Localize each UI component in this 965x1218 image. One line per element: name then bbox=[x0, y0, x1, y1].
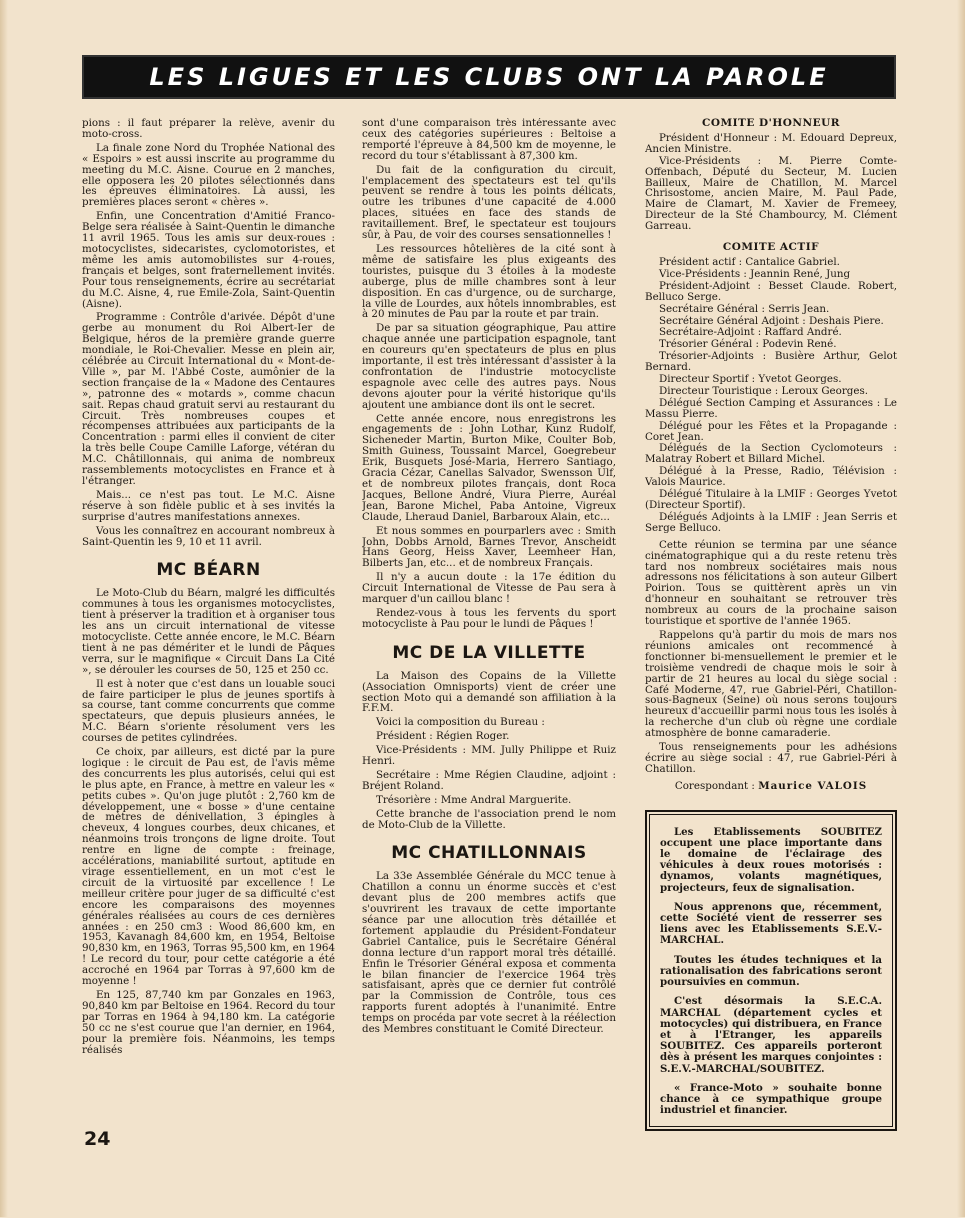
paragraph: Les ressources hôtelières de la cité sont à même de satisfaire les plus exigeants des touristes, puisque du 3 étoiles à la modeste auberge, plus de mille chambres sont à leur disposition. En cas d'urgence, ou de surcharge, la ville de Lourdes, aux hôtels innombrables, est à 20 minutes de Pau par la route et par train. bbox=[362, 242, 616, 321]
paragraph: Président-Adjoint : Besset Claude. Robert, Belluco Serge. bbox=[645, 279, 897, 303]
paragraph: Du fait de la configuration du circuit, l'emplacement des spectateurs est tel qu'ils peuvent se rendre à tous les points délicats, outre les tribunes d'une capacité de 4.000 places, situées en face des stands de ravitaillement. Bref, le spectateur est toujours sûr, à Pau, de voir des courses sensationnelles ! bbox=[362, 163, 616, 242]
paragraph: Président : Régien Roger. bbox=[376, 730, 510, 743]
paragraph: Mais... ce n'est pas tout. Le M.C. Aisne réserve à son fidèle public et à ses invités la surprise d'autres manifestations annexes. bbox=[82, 488, 335, 523]
column-3 bbox=[645, 118, 897, 1218]
paragraph: Cette branche de l'association prend le nom de Moto-Club de la Villette. bbox=[362, 807, 616, 831]
section-title-mc-villette: MC DE LA VILLETTE bbox=[392, 642, 586, 663]
committee-honneur-title: COMITE D'HONNEUR bbox=[702, 118, 840, 129]
paragraph: Vous les connaîtrez en accourant nombreux à Saint-Quentin les 9, 10 et 11 avril. bbox=[82, 524, 335, 548]
mc-villette-paragraphs bbox=[362, 671, 616, 831]
committee-actif-title: COMITE ACTIF bbox=[722, 241, 820, 254]
column-2 bbox=[362, 118, 616, 1143]
paragraph: Vice-Présidents : M. Pierre Comte-Offenbach, Député du Secteur, M. Lucien Bailleux, Maire de Chatillon, M. Marcel Chrisostome, ancien Maire, M. Paul Pade, Maire de Clamart, M. Xavier de Fremeey, Directeur de la Sté Chambourcy, M. Clément Garreau. bbox=[645, 154, 897, 233]
paragraph: De par sa situation géographique, Pau attire chaque année une participation espagnole, tant en coureurs qu'en spectateurs de plus en plus importante, il est très intéressant d'assister à la confrontation de l'industrie motocycliste espagnole avec celle des autres pays. Nous devons ajouter pour la vérité historique qu'ils ajoutent une ambiance dont ils ont le secret. bbox=[362, 322, 616, 411]
committee-actif-list bbox=[645, 257, 897, 534]
paragraph: Rappelons qu'à partir du mois de mars nos réunions amicales ont recommencé à fonctionner bi-mensuellement le premier et le troisième vendredi de chaque mois le soir à partir de 21 heures au local du siège social : Café Moderne, 47, rue Gabriel-Péri, Chatillon-sous-Bagneux (Seine) où nous serons toujours heureux d'accueillir parmi nous tous les isolés à la recherche d'un club où règne une cordiale atmosphère de bonne camaraderie. bbox=[645, 628, 897, 740]
section-title-mc-chatillonnais: MC CHATILLONNAIS bbox=[391, 843, 587, 864]
paragraph: Il n'y a aucun doute : la 17e édition du Circuit International de Vitesse de Pau sera à marquer d'un caillou blanc ! bbox=[362, 571, 616, 606]
paragraph: Nous apprenons que, récemment, cette Société vient de resserrer ses liens avec les Etablissements S.E.V.-MARCHAL. bbox=[660, 900, 882, 947]
paragraph: Secrétaire : Mme Régien Claudine, adjoint : Bréjent Roland. bbox=[362, 768, 616, 792]
page-edge-right bbox=[957, 0, 965, 1217]
paragraph: Le Moto-Club du Béarn, malgré les difficultés communes à tous les organismes motocyclistes, tient à préserver la tradition et à organiser tous les ans un circuit international de vitesse motocycliste. Cette année encore, le M.C. Béarn tient à ne pas démériter et le lundi de Pâques verra, sur le magnifique « Circuit Dans La Cité », se dérouler les courses de 50, 125 et 250 cc. bbox=[82, 587, 335, 676]
paragraph: Enfin, une Concentration d'Amitié Franco-Belge sera réalisée à Saint-Quentin le dimanche 11 avril 1965. Tous les amis sur deux-roues : motocyclistes, sidecaristes, cyclomotoristes, et même les amis automobilistes sur 4-roues, français et belges, sont fraternellement invités. Pour tous renseignements, écrire au secrétariat du M.C. Aisne, 4, rue Emile-Zola, Saint-Quentin (Aisne). bbox=[82, 210, 335, 310]
paragraph: La 33e Assemblée Générale du MCC tenue à Chatillon a connu un énorme succès et c'est devant plus de 200 membres actifs que s'ouvrirent les travaux de cette importante séance par une allocution très détaillée et fortement applaudie du Président-Fondateur Gabriel Cantalice, puis le Secrétaire Général donna lecture d'un rapport moral très détaillé. Enfin le Trésorier Général exposa et commenta le bilan financier de l'exercice 1964 très satisfaisant, après que ce dernier fut contrôlé par la Commission de Contrôle, tous ces rapports furent adoptés à l'unanimité. Entre temps on procéda par vote secret à la réélection des Membres constituant le Comité Directeur. bbox=[362, 870, 616, 1036]
paragraph: Tous renseignements pour les adhésions écrire au siège social : 47, rue Gabriel-Péri à Chatillon. bbox=[645, 741, 897, 775]
paragraph: C'est désormais la S.E.C.A. MARCHAL (département cycles et motocycles) qui distribuera, en France et à l'Etranger, les appareils SOUBITEZ. Ces appareils porteront dès à présent les marques conjointes : S.E.V.-MARCHAL/SOUBITEZ. bbox=[660, 995, 882, 1075]
page-edge-left bbox=[0, 0, 8, 1217]
paragraph: Délégué Section Camping et Assurances : Le Massu Pierre. bbox=[645, 396, 897, 420]
paragraph: Président d'Honneur : M. Edouard Depreux, Ancien Ministre. bbox=[645, 131, 897, 155]
paragraph: Rendez-vous à tous les fervents du sport motocycliste à Pau pour le lundi de Pâques ! bbox=[362, 606, 616, 630]
paragraph: Délégués de la Section Cyclomoteurs : Malatray Robert et Billard Michel. bbox=[645, 442, 897, 466]
paragraph: pions : il faut préparer la relève, avenir du moto-cross. bbox=[82, 118, 335, 140]
soubitez-notice-inner bbox=[649, 814, 893, 1128]
paragraph: Délégué Titulaire à la LMIF : Georges Yvetot (Directeur Sportif). bbox=[645, 488, 897, 511]
paragraph: Cette réunion se termina par une séance cinématographique qui a du reste retenu très tard nos nombreux sociétaires mais nous adressons nos félicitations à son auteur Gilbert Poirion. Tous se quittèrent après un vin d'honneur en souhaitant se retrouver très nombreux au cours de la prochaine saison touristique et sportive de l'année 1965. bbox=[645, 538, 897, 628]
paragraph: Trésorier Général : Podevin René. bbox=[659, 338, 837, 351]
paragraph: sont d'une comparaison très intéressante avec ceux des catégories supérieures : Beltoise a remporté l'épreuve à 84,500 km de moyenne, le record du tour s'établissant à 87,300 km. bbox=[362, 118, 616, 162]
paragraph: « France-Moto » souhaite bonne chance à ce sympathique groupe industriel et financier. bbox=[660, 1081, 882, 1117]
intro-paragraphs bbox=[82, 118, 335, 547]
paragraph: Voici la composition du Bureau : bbox=[376, 716, 545, 729]
paragraph: Les Etablissements SOUBITEZ occupent une place importante dans le domaine de l'éclairage des véhicules à deux roues motorisés : dynamos, volants magnétiques, projecteurs, feux de signalisation. bbox=[660, 825, 882, 894]
paragraph: La finale zone Nord du Trophée National des « Espoirs » est aussi inscrite au programme du meeting du M.C. Aisne. Courue en 2 manches, elle opposera les 20 pilotes sélectionnés dans les épreuves éliminatoires. Là aussi, les premières places seront « chères ». bbox=[82, 141, 335, 209]
banner-title: LES LIGUES ET LES CLUBS ONT LA PAROLE bbox=[82, 55, 896, 99]
mc-bearn-paragraphs bbox=[82, 588, 335, 1055]
paragraph: Président actif : Cantalice Gabriel. bbox=[659, 255, 840, 268]
paragraph: Délégué à la Presse, Radio, Télévision : Valois Maurice. bbox=[645, 465, 897, 489]
paragraph: La Maison des Copains de la Villette (Association Omnisports) vient de créer une section Moto qui a demandé son affiliation à la F.F.M. bbox=[362, 669, 616, 715]
paragraph: Et nous sommes en pourparlers avec : Smith John, Dobbs Arnold, Barnes Trevor, Anscheidt Hans Georg, Heiss Xaver, Leemheer Han, Bilberts Jan, etc... et de nombreux Français. bbox=[362, 524, 616, 570]
signature-label: Corespondant : bbox=[674, 779, 755, 792]
paragraph: Directeur Sportif : Yvetot Georges. bbox=[659, 373, 842, 386]
paragraph: Directeur Touristique : Leroux Georges. bbox=[659, 384, 868, 397]
paragraph: Vice-Présidents : Jeannin René, Jung bbox=[659, 267, 851, 280]
paragraph: Ce choix, par ailleurs, est dicté par la pure logique : le circuit de Pau est, de l'avis même des concurrents les plus autorisés, celui qui est le plus apte, en France, à mettre en valeur les « petits cubes ». Qu'on juge plutôt : 2,760 km de développement, une « bosse » d'une centaine de mètres de dénivellation, 3 épingles à cheveux, 4 longues courbes, deux chicanes, et néanmoins trois tronçons de ligne droite. Tout rentre en ligne de compte : freinage, accélérations, maniabilité surtout, aptitude en virage essentiellement, en un mot c'est le circuit de la virtuosité par excellence ! Le meilleur critère pour juger de sa difficulté c'est encore les comparaisons des moyennes générales réalisées au cours de ces dernières années : en 250 cm3 : Wood 86,600 km, en 1953, Kavanagh 84,600 km, en 1954, Beltoise 90,830 km, en 1963, Torras 95,500 km, en 1964 ! Le record du tour, pour cette catégorie a été accroché en 1964 par Torras à 97,600 km de moyenne ! bbox=[82, 746, 335, 988]
paragraph: Trésorière : Mme Andral Marguerite. bbox=[376, 793, 572, 806]
signature-name: Maurice VALOIS bbox=[758, 779, 868, 792]
paragraph: Délégués Adjoints à la LMIF : Jean Serris et Serge Belluco. bbox=[645, 510, 897, 534]
column-1 bbox=[82, 118, 335, 1143]
paragraph: Délégué pour les Fêtes et la Propagande : Coret Jean. bbox=[645, 419, 897, 443]
paragraph: Secrétaire Général Adjoint : Deshais Piere. bbox=[659, 314, 884, 327]
mc-bearn-continued-paragraphs bbox=[362, 118, 616, 630]
page-number: 24 bbox=[84, 1128, 111, 1150]
paragraph: Toutes les études techniques et la rationalisation des fabrications seront poursuivies en commun. bbox=[660, 953, 882, 989]
paragraph: Il est à noter que c'est dans un louable souci de faire participer le plus de jeunes sportifs à sa course, tant comme concurrents que comme spectateurs, que depuis plusieurs années, le M.C. Béarn s'oriente résolument vers les courses de petites cylindrées. bbox=[82, 677, 335, 745]
correspondent-signature bbox=[645, 781, 897, 792]
paragraph: Cette année encore, nous enregistrons les engagements de : John Lothar, Kunz Rudolf, Sicheneder Martin, Burton Mike, Coulter Bob, Smith Guiness, Toussaint Marcel, Goegrebeur Erik, Busquets José-Maria, Herrero Santiago, Gracia Cézar, Canellas Salvador, Swensson Ulf, et de nombreux pilotes français, dont Roca Jacques, Bellone André, Viura Pierre, Auréal Jean, Barone Michel, Paba Antoine, Vigreux Claude, Lheraud Daniel, Barbaroux Alain, etc... bbox=[362, 412, 616, 523]
paragraph: Programme : Contrôle d'arivée. Dépôt d'une gerbe au monument du Roi Albert-Ier de Belgique, héros de la première grande guerre mondiale, le Roi-Chevalier. Messe en plein air, célébrée au Circuit International du « Mont-de-Ville », par M. l'Abbé Coste, aumônier de la section française de la « Madone des Centaures », patronne des « motards », comme chacun sait. Repas chaud gratuit servi au restaurant du Circuit. Très nombreuses coupes et récompenses attribuées aux participants de la Concentration : parmi elles il convient de citer la très belle Coupe Camille Laforge, vétéran du M.C. Châtillonnais, qui anima de nombreux rassemblements motocyclistes en France et à l'étranger. bbox=[82, 311, 335, 487]
paragraph: En 125, 87,740 km par Gonzales en 1963, 90,840 km par Beltoise en 1964. Record du tour par Torras en 1964 à 94,180 km. La catégorie 50 cc ne s'est courue que l'an dernier, en 1964, pour la première fois. Néanmoins, les temps réalisés bbox=[82, 988, 335, 1056]
committee-honneur-list bbox=[645, 133, 897, 232]
section-title-mc-bearn: MC BÉARN bbox=[156, 560, 261, 581]
paragraph: Secrétaire-Adjoint : Raffard André. bbox=[659, 326, 842, 339]
mc-chatillonnais-paragraphs bbox=[362, 871, 616, 1035]
soubitez-notice-box bbox=[645, 810, 897, 1132]
paragraph: Trésorier-Adjoints : Busière Arthur, Gelot Bernard. bbox=[645, 350, 897, 374]
paragraph: Secrétaire Général : Serris Jean. bbox=[659, 302, 830, 315]
paragraph: Vice-Présidents : MM. Jully Philippe et Ruiz Henri. bbox=[362, 744, 616, 768]
closing-paragraphs bbox=[645, 540, 897, 775]
